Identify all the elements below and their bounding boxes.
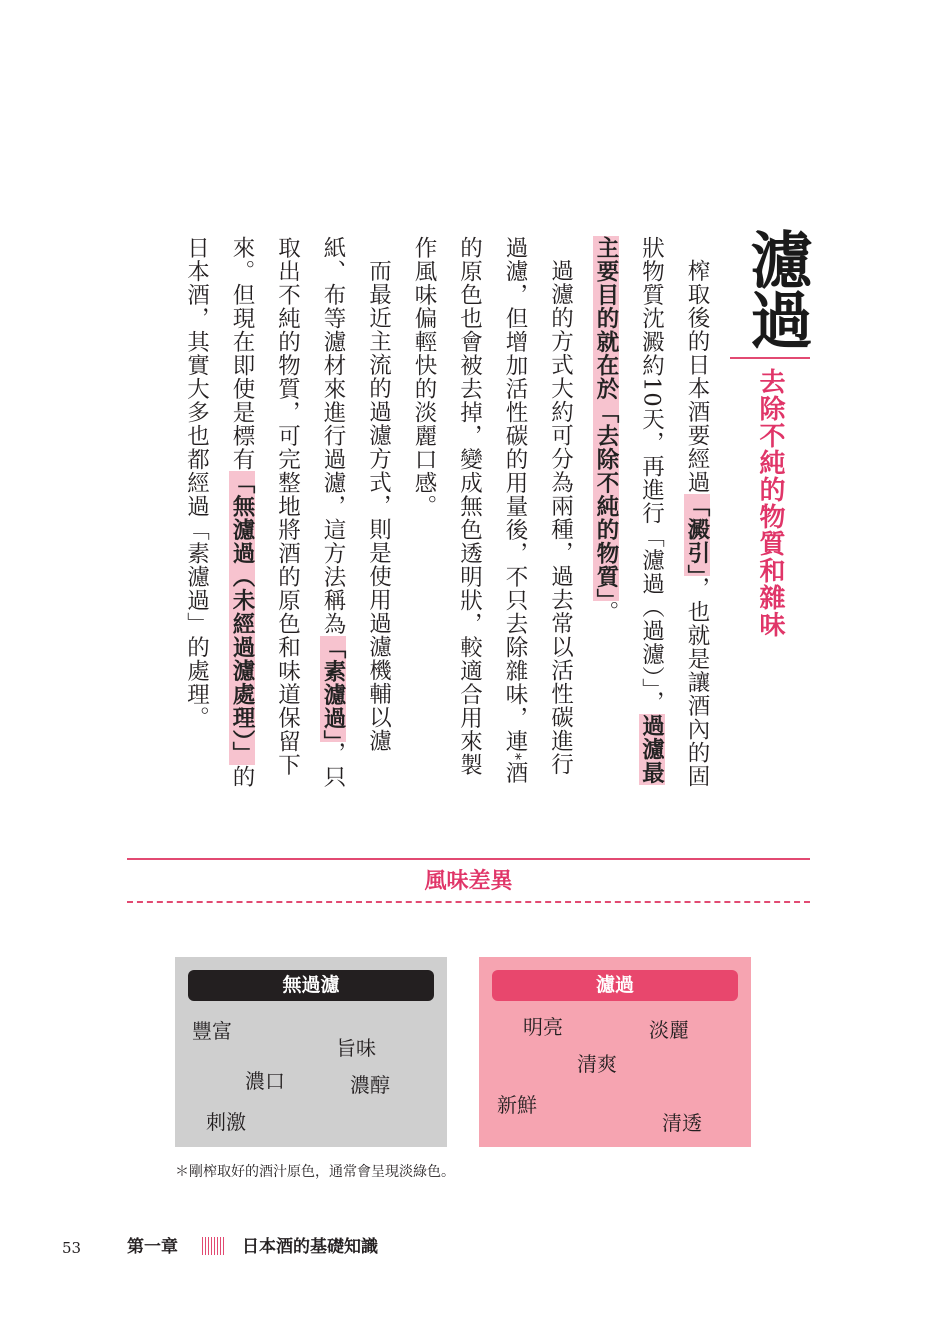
highlight-term: 「無濾過（未經過濾處理）」 (229, 471, 255, 766)
title-divider (730, 357, 810, 359)
flavor-word: 旨味 (336, 1036, 376, 1060)
flavor-word: 清爽 (577, 1052, 617, 1076)
chapter-label: 第一章 (127, 1237, 178, 1257)
flavor-word: 新鮮 (497, 1093, 537, 1117)
text-run: 的日本酒，其實大多也都經過「素濾過」的處理。 (183, 236, 255, 789)
section-top-rule (127, 858, 810, 860)
flavor-word: 淡麗 (649, 1018, 689, 1042)
article-subtitle: 去除不純的物質和雜味 (755, 368, 785, 638)
flavor-word: 豐富 (192, 1019, 232, 1043)
text-run: 榨取後的日本酒要經過 (684, 258, 710, 494)
chapter-stripes-icon (202, 1237, 224, 1255)
article-title: 濾過 (740, 228, 813, 348)
highlight-term: 「素濾過」 (320, 635, 346, 742)
page-number: 53 (62, 1239, 82, 1257)
flavor-word: 濃醇 (350, 1073, 390, 1097)
footnote: ＊剛榨取好的酒汁原色，通常會呈現淡綠色。 (175, 1164, 455, 1180)
filtered-label: 濾過 (492, 970, 738, 1001)
paragraph-2 (401, 236, 583, 796)
flavor-word: 刺激 (206, 1110, 246, 1134)
footnote-marker: * (507, 753, 523, 761)
text-run: 過濾的方式大約可分為兩種，過去常以活性碳進行過濾，但增加活性碳的用量後，不只去除雜味，連 (502, 236, 574, 776)
flavor-word: 清透 (662, 1111, 702, 1135)
text-run: 。 (593, 600, 619, 625)
comparison-title: 風味差異 (424, 869, 513, 894)
paragraph-3 (173, 236, 401, 796)
text-run: ，只取出不純的物質，可完整地將酒的原色和味道保留下來。但現在即使是標有 (229, 236, 346, 789)
text-run: 酒的原色也會被去掉，變成無色透明狀，較適合用來製作風味偏輕快的淡麗口感。 (411, 236, 528, 785)
unfiltered-label: 無過濾 (188, 970, 434, 1001)
unfiltered-box (175, 957, 447, 1147)
text-run: ，也就是讓酒內的固狀物質沈澱約10天，再進行「濾過（過濾）」， (638, 236, 710, 788)
highlight-key-point: 過濾最主要目的就在於「去除不純的物質」 (593, 236, 665, 785)
flavor-word: 濃口 (245, 1069, 285, 1093)
chapter-title: 日本酒的基礎知識 (242, 1237, 378, 1257)
paragraph-1 (583, 236, 720, 796)
highlight-term: 「澱引」 (684, 493, 710, 577)
text-run: 而最近主流的過濾方式，則是使用過濾機輔以濾紙、布等濾材來進行過濾，這方法稱為 (320, 236, 392, 752)
section-dashed-rule (127, 901, 810, 903)
filtered-box (479, 957, 751, 1147)
article-body (173, 236, 719, 796)
flavor-word: 明亮 (523, 1015, 563, 1039)
